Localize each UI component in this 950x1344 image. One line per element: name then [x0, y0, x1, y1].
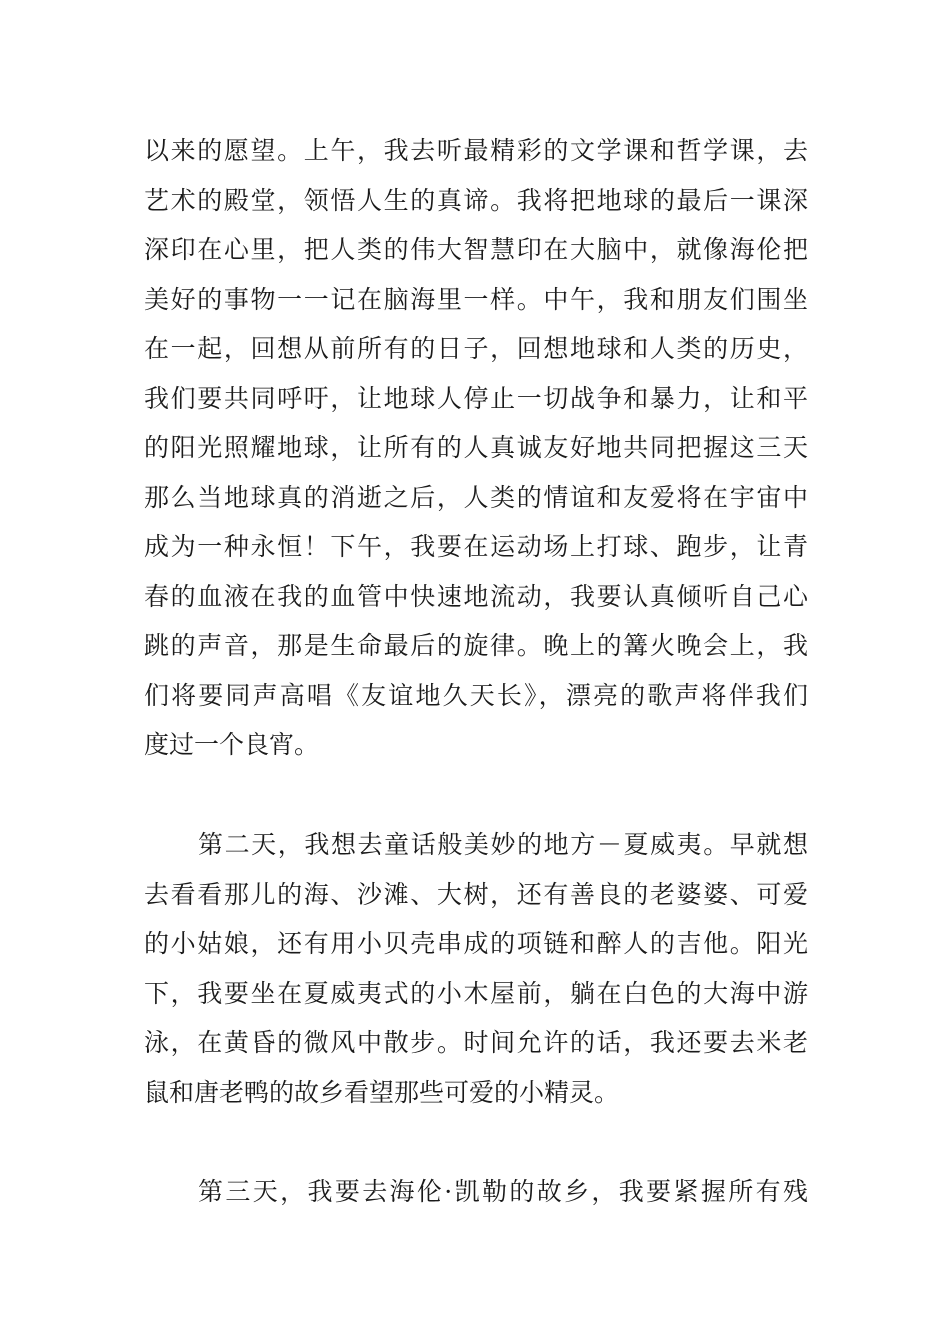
text-line: 在一起，回想从前所有的日子，回想地球和人类的历史， — [144, 334, 808, 363]
text-line: 泳，在黄昏的微风中散步。时间允许的话，我还要去米老 — [144, 1028, 808, 1057]
text-line: 美好的事物一一记在脑海里一样。中午，我和朋友们围坐 — [144, 284, 808, 314]
text-line: 跳的声音，那是生命最后的旋律。晚上的篝火晚会上，我 — [144, 631, 808, 660]
text-line: 春的血液在我的血管中快速地流动，我要认真倾听自己心 — [144, 581, 808, 611]
text-line: 鼠和唐老鸭的故乡看望那些可爱的小精灵。 — [144, 1077, 620, 1107]
text-line: 度过一个良宵。 — [144, 730, 320, 759]
text-line: 我们要共同呼吁，让地球人停止一切战争和暴力，让和平 — [144, 383, 808, 413]
text-line: 下，我要坐在夏威夷式的小木屋前，躺在白色的大海中游 — [144, 978, 808, 1008]
text-line: 第二天，我想去童话般美妙的地方－夏威夷。早就想 — [198, 830, 808, 859]
text-line: 们将要同声高唱《友谊地久天长》，漂亮的歌声将伴我们 — [144, 680, 808, 710]
text-line: 第三天，我要去海伦·凯勒的故乡，我要紧握所有残 — [198, 1177, 808, 1206]
text-line: 去看看那儿的海、沙滩、大树，还有善良的老婆婆、可爱 — [144, 879, 808, 909]
paragraph-1 — [144, 126, 808, 770]
text-line: 艺术的殿堂，领悟人生的真谛。我将把地球的最后一课深 — [144, 185, 808, 215]
text-line: 那么当地球真的消逝之后，人类的情谊和友爱将在宇宙中 — [144, 482, 808, 512]
paragraph-3 — [144, 1167, 808, 1217]
text-line: 深印在心里，把人类的伟大智慧印在大脑中，就像海伦把 — [144, 235, 808, 264]
paragraph-2 — [144, 820, 808, 1117]
text-line: 的小姑娘，还有用小贝壳串成的项链和醉人的吉他。阳光 — [144, 929, 808, 958]
text-line: 以来的愿望。上午，我去听最精彩的文学课和哲学课，去 — [144, 136, 808, 165]
text-line: 的阳光照耀地球，让所有的人真诚友好地共同把握这三天 — [144, 433, 808, 462]
text-line: 成为一种永恒！下午，我要在运动场上打球、跑步，让青 — [144, 532, 808, 561]
